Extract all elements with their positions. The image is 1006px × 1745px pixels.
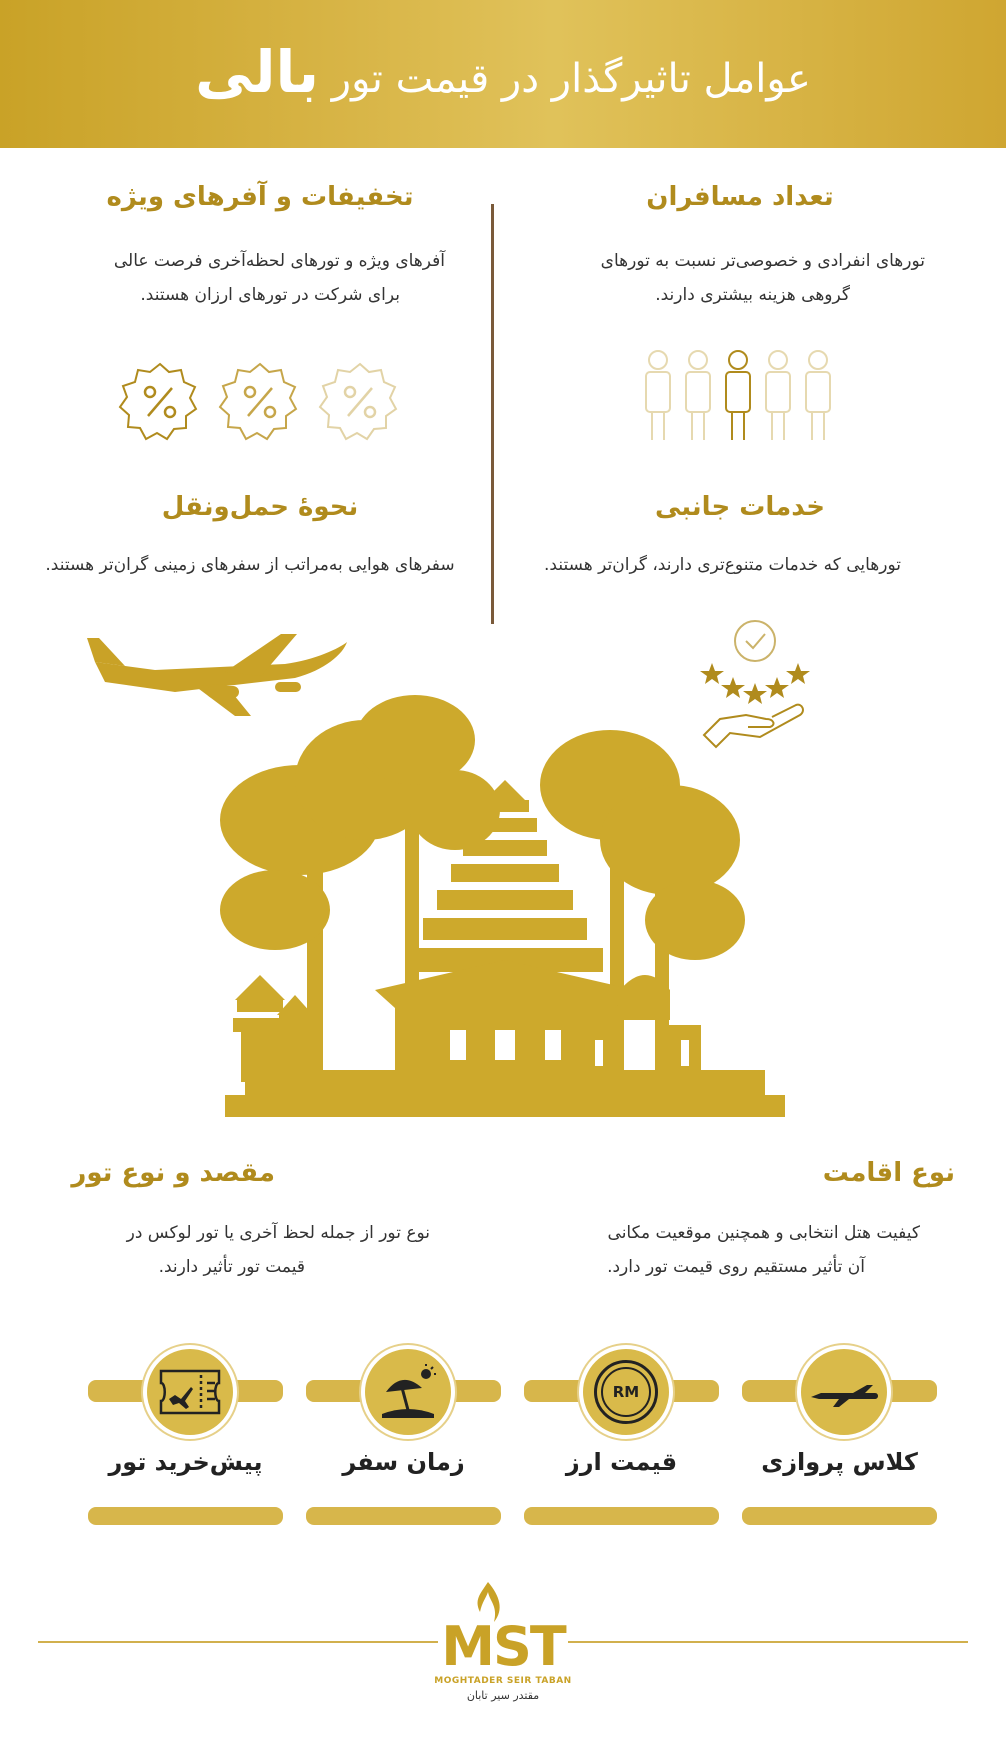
percent-badge-icon bbox=[320, 364, 396, 439]
card-bottom-bar bbox=[306, 1507, 501, 1525]
accommodation-text-line2: آن تأثیر مستقیم روی قیمت تور دارد. bbox=[607, 1257, 865, 1277]
bali-temple-illustration bbox=[215, 690, 795, 1135]
discount-badges bbox=[118, 360, 408, 444]
services-title: خدمات جانبی bbox=[655, 492, 825, 522]
services-text: تورهایی که خدمات متنوع‌تری دارند، گران‌تر هستند. bbox=[544, 555, 901, 575]
logo-divider-left bbox=[38, 1641, 438, 1643]
travelers-text-line2: گروهی هزینه بیشتری دارند. bbox=[655, 285, 850, 305]
accommodation-text-line1: کیفیت هتل انتخابی و همچنین موقعیت مکانی bbox=[607, 1223, 920, 1243]
logo-latin-text: MOGHTADER SEIR TABAN bbox=[434, 1676, 572, 1686]
card-icon-circle bbox=[361, 1345, 455, 1439]
page-title-highlight: بالی bbox=[195, 38, 320, 106]
coin-icon bbox=[594, 1360, 658, 1424]
destination-text-line1: نوع تور از جمله لحظ آخری یا تور لوکس در bbox=[126, 1223, 430, 1243]
logo-divider-right bbox=[568, 1641, 968, 1643]
transport-text: سفرهای هوایی به‌مراتب از سفرهای زمینی گران‌تر هستند. bbox=[45, 555, 455, 575]
travelers-people-icon bbox=[640, 348, 840, 442]
discounts-text-line1: آفرهای ویژه و تورهای لحظه‌آخری فرصت عالی bbox=[113, 251, 445, 271]
flight-ticket-icon bbox=[159, 1369, 221, 1415]
card-bottom-bar bbox=[88, 1507, 283, 1525]
travelers-text bbox=[500, 244, 925, 312]
discounts-title: تخفیفات و آفرهای ویژه bbox=[106, 182, 414, 212]
travelers-text-line1: تورهای انفرادی و خصوصی‌تر نسبت به تورهای bbox=[600, 251, 925, 271]
page-title-prefix: عوامل تاثیرگذار در قیمت تور bbox=[331, 56, 811, 102]
destination-text bbox=[55, 1216, 430, 1284]
beach-umbrella-icon bbox=[378, 1362, 438, 1422]
destination-text-line2: قیمت تور تأثیر دارند. bbox=[158, 1257, 305, 1277]
card-label: زمان سفر bbox=[342, 1448, 465, 1476]
travelers-title: تعداد مسافران bbox=[646, 182, 834, 212]
card-bottom-bar bbox=[524, 1507, 719, 1525]
card-label: پیش‌خرید تور bbox=[108, 1448, 263, 1476]
airplane-icon bbox=[809, 1377, 879, 1407]
logo-persian-text: مقتدر سیر تابان bbox=[466, 1689, 540, 1702]
discounts-text-line2: برای شرکت در تورهای ارزان هستند. bbox=[140, 285, 400, 305]
card-label: قیمت ارز bbox=[565, 1448, 678, 1476]
card-icon-circle bbox=[143, 1345, 237, 1439]
coin-icon-text: RM bbox=[601, 1367, 651, 1417]
percent-badge-icon bbox=[120, 364, 196, 439]
card-icon-circle bbox=[579, 1345, 673, 1439]
logo-mark: MST bbox=[441, 1615, 565, 1678]
accommodation-title: نوع اقامت bbox=[822, 1158, 955, 1188]
center-divider bbox=[491, 204, 494, 624]
card-bottom-bar bbox=[742, 1507, 937, 1525]
card-label: کلاس پروازی bbox=[761, 1448, 918, 1476]
accommodation-text bbox=[505, 1216, 920, 1284]
page-title bbox=[0, 38, 1006, 106]
percent-badge-icon bbox=[220, 364, 296, 439]
transport-title: نحوۀ حمل‌ونقل bbox=[161, 492, 359, 522]
discounts-text bbox=[55, 244, 445, 312]
destination-title: مقصد و نوع تور bbox=[71, 1158, 275, 1188]
card-icon-circle bbox=[797, 1345, 891, 1439]
